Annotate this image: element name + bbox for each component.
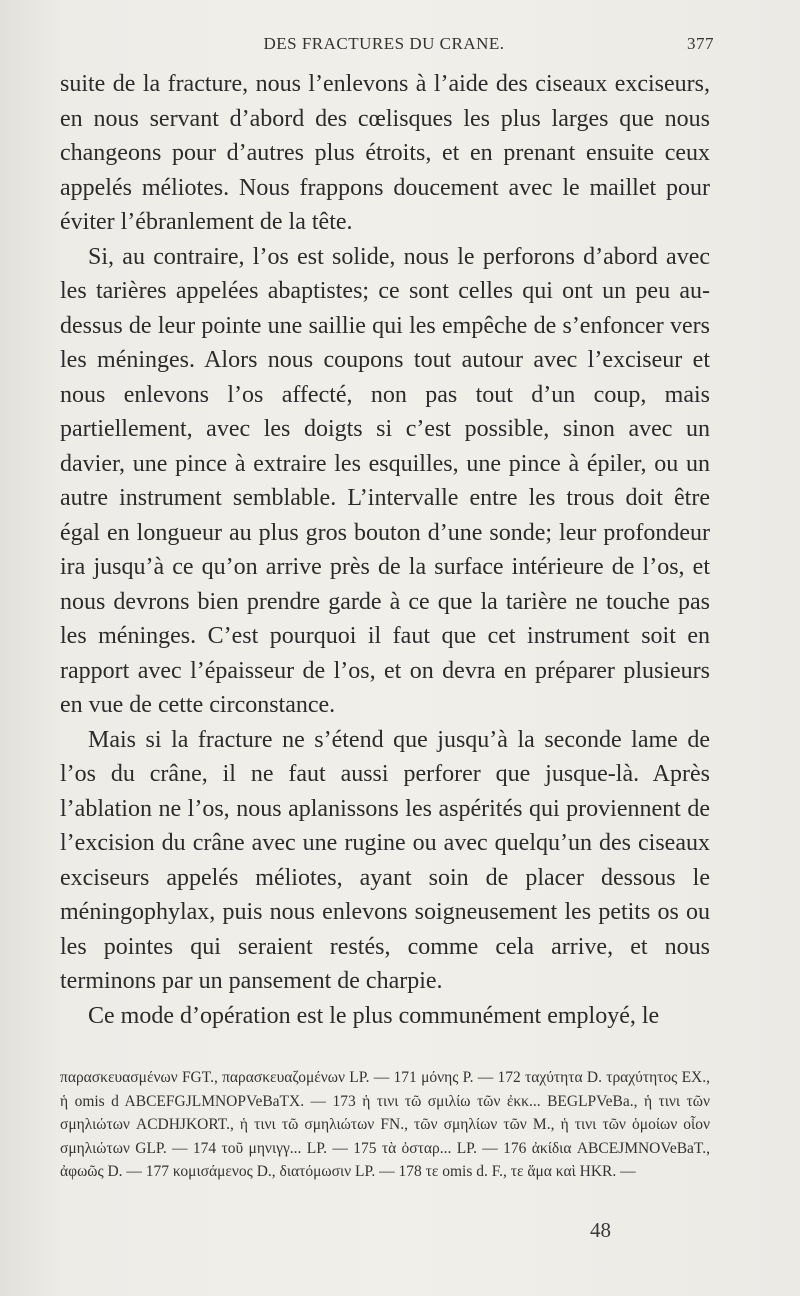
paragraph: Ce mode d’opération est le plus communément employé, le (88, 1002, 660, 1029)
page-number: 377 (687, 34, 714, 53)
footnotes: παρασκευασμένων FGT., παρασκευαζομένων LP. — 171 μόνης P. — 172 ταχύτητα D. τραχύτητος EX., ἡ omis d ABCEFGJLMNOPVeBaTX. — 173 ἡ τινι τῶ σμιλίω τῶν ἐκκ... BEGLPVeBa., ἡ τινι τῶν σμηλιώτων ACDHJKORT., ἡ τινι τῶ σμηλιώτων FN., τῶν σμηλίων τῶν M., ἡ τινι τῶν ὁμοίων οἷον σμηλιώτων GLP. — 174 τοῦ μηνιγγ... LP. — 175 τὰ ὀσταρ... LP. — 176 ἀκίδια ABCEJMNOVeBaT., ἀφωῶς D. — 177 κομισάμενος D., διατόμωσιν LP. — 178 τε omis d. F., τε ἅμα καὶ HKR. — (60, 1069, 710, 1180)
page-header (60, 34, 714, 58)
main-text (60, 67, 710, 1033)
paragraph: Mais si la fracture ne s’étend que jusqu’à la seconde lame de l’os du crâne, il ne faut aussi perforer que jusque-là. Après l’ablation ne l’os, nous aplanissons les aspérités qui proviennent de l’excision du crâne avec une rugine ou avec quelqu’un des ciseaux exciseurs appelés méliotes, ayant soin de placer dessous le méningophylax, puis nous enlevons soigneusement les petits os ou les pointes qui seraient restés, comme cela arrive, et nous terminons par un pansement de charpie. (60, 726, 710, 994)
signature-mark: 48 (590, 1218, 611, 1242)
running-title: DES FRACTURES DU CRANE. (263, 34, 505, 53)
paragraph: Si, au contraire, l’os est solide, nous le perforons d’abord avec les tarières appelées abaptistes; ce sont celles qui ont un peu au-dessus de leur pointe une saillie qui les empêche de s’enfoncer vers les méninges. Alors nous coupons tout autour avec l’exciseur et nous enlevons l’os affecté, non pas tout d’un coup, mais partiellement, avec les doigts si c’est possible, sinon avec un davier, une pince à extraire les esquilles, une pince à épiler, ou un autre instrument semblable. L’intervalle entre les trous doit être égal en longueur au plus gros bouton d’une sonde; leur profondeur ira jusqu’à ce qu’on arrive près de la surface intérieure de l’os, et nous devrons bien prendre garde à ce que la tarière ne touche pas les méninges. C’est pourquoi il faut que cet instrument soit en rapport avec l’épaisseur de l’os, et on devra en préparer plusieurs en vue de cette circonstance. (60, 243, 710, 718)
paragraph-continued: suite de la fracture, nous l’enlevons à l’aide des ciseaux exciseurs, en nous servant d’abord des cœlisques les plus larges que nous changeons pour d’autres plus étroits, et en prenant ensuite ceux appelés méliotes. Nous frappons doucement avec le maillet pour éviter l’ébranlement de la tête. (60, 71, 710, 235)
